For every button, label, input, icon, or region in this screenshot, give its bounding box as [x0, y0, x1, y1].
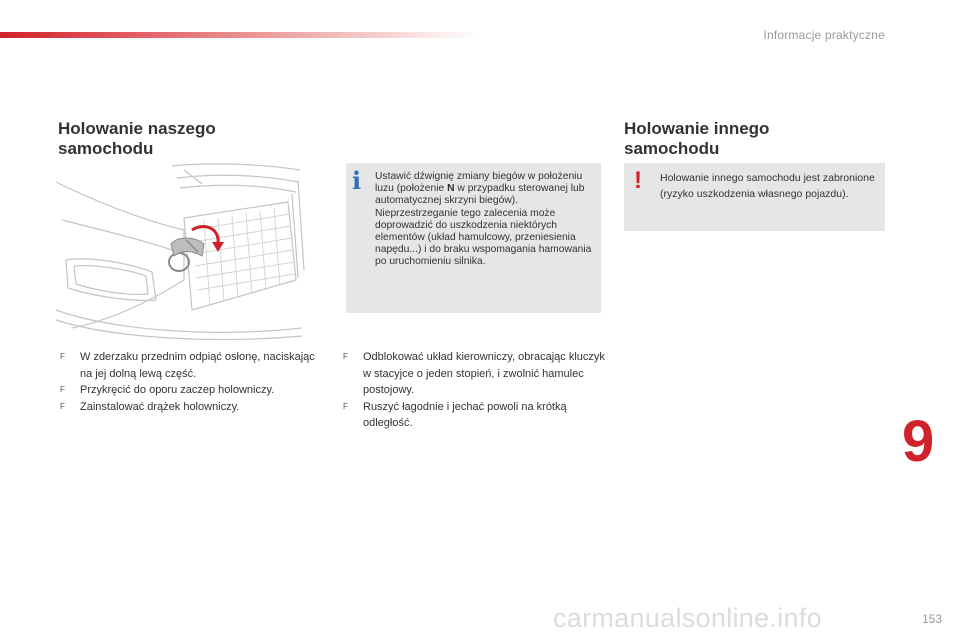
heading-tow-other-vehicle: Holowanie innego samochodu — [624, 119, 770, 158]
step-text: Odblokować układ kierowniczy, obracając kluczyk w stacyjce o jeden stopień, i zwolnić hamulec postojowy. — [363, 351, 605, 396]
warning-exclamation-icon: ! — [634, 167, 642, 194]
list-item — [340, 399, 610, 432]
step-text: Przykręcić do oporu zaczep holowniczy. — [80, 384, 275, 396]
chapter-number: 9 — [902, 409, 935, 474]
bullet-icon: F — [60, 401, 65, 411]
list-item — [340, 349, 610, 399]
warning-note-box — [624, 163, 885, 231]
bullet-icon: F — [60, 352, 65, 361]
middle-steps-list — [340, 349, 610, 432]
section-title: Informacje praktyczne — [763, 28, 885, 42]
list-item — [57, 399, 317, 416]
bullet-icon: F — [343, 401, 348, 411]
step-text: W zderzaku przednim odpiąć osłonę, naciskając na jej dolną lewą część. — [80, 351, 315, 380]
step-text: Zainstalować drążek holowniczy. — [80, 400, 240, 413]
page-number: 153 — [921, 612, 942, 626]
bullet-icon: F — [60, 385, 65, 394]
info-icon: i — [352, 166, 362, 195]
info-text-part: w przypadku sterowanej lub automatycznej skrzyni biegów). Nieprzestrzeganie tego zalecenia może doprowadzić do uszkodzenia niektórych elementów (układ hamulcowy, przeniesienia napędu...) i do braku wspomagania hamowania po uruchomieniu silnika. — [375, 183, 592, 268]
list-item — [57, 382, 317, 399]
front-bumper-tow-hook-illustration — [52, 160, 308, 340]
info-note-text — [375, 171, 593, 269]
list-item — [57, 349, 317, 382]
step-text: Ruszyć łagodnie i jechać powoli na krótką odległość. — [363, 400, 567, 429]
bullet-icon: F — [343, 352, 348, 361]
left-steps-list — [57, 349, 317, 415]
header-accent-bar — [0, 32, 480, 38]
info-text-part: Ustawić dźwignię zmiany biegów w położeniu luzu (położenie — [375, 171, 583, 195]
watermark: carmanualsonline.info — [553, 603, 822, 633]
heading-tow-own-vehicle: Holowanie naszego samochodu — [58, 119, 216, 158]
info-note-box — [346, 163, 601, 313]
gear-position-n: N — [447, 183, 455, 195]
warning-note-text: Holowanie innego samochodu jest zabronione (ryzyko uszkodzenia własnego pojazdu). — [660, 172, 875, 200]
